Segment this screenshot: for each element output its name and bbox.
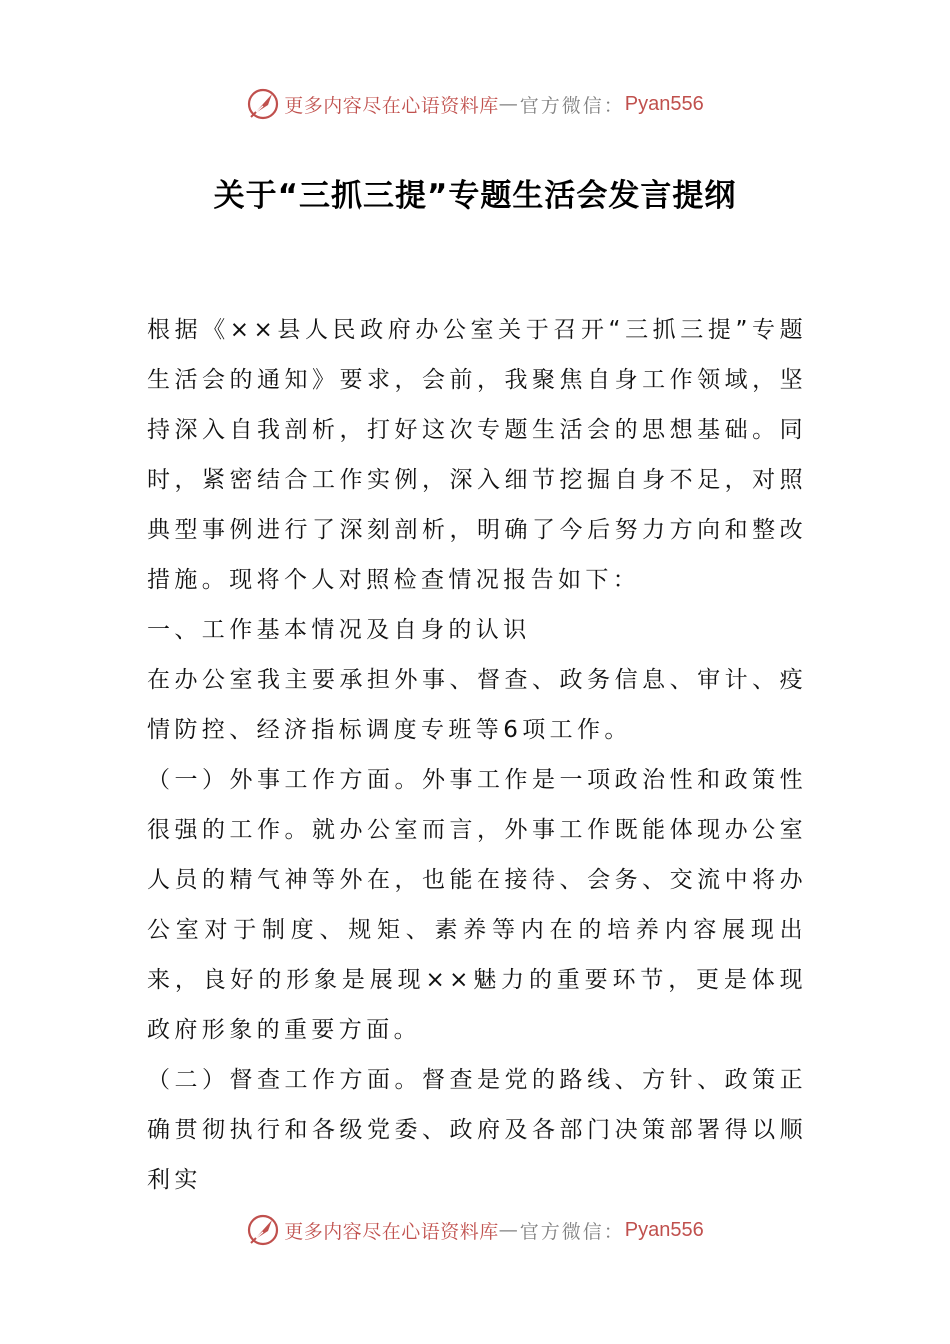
paragraph-duties: 在办公室我主要承担外事、督查、政务信息、审计、疫情防控、经济指标调度专班等6项工作。: [147, 667, 807, 743]
section-heading-1: 一、工作基本情况及自身的认识: [147, 617, 531, 643]
document-title: 关于“三抓三提”专题生活会发言提纲: [213, 178, 737, 214]
footer-wechat-label: 官方微信：: [519, 1220, 625, 1243]
footer-promo-text: 更多内容尽在心语资料库: [284, 1220, 499, 1243]
banner-dash: —: [498, 93, 520, 115]
footer-dash: —: [498, 1219, 520, 1241]
footer-wechat-id: Pyan556: [624, 1218, 704, 1241]
paragraph-supervision: （二）督查工作方面。督查是党的路线、方针、政策正确贯彻执行和各级党委、政府及各部门决策部署得以顺利实: [147, 1067, 807, 1193]
quill-logo-icon: [246, 1213, 280, 1247]
header-banner: [0, 84, 950, 124]
paragraph-intro: 根据《××县人民政府办公室关于召开“三抓三提”专题生活会的通知》要求，会前，我聚焦自身工作领域，坚持深入自我剖析，打好这次专题生活会的思想基础。同时，紧密结合工作实例，深入细节挖掘自身不足，对照典型事例进行了深刻剖析，明确了今后努力方向和整改措施。现将个人对照检查情况报告如下：: [147, 317, 807, 593]
footer-banner: [0, 1210, 950, 1250]
document-body: [147, 305, 807, 1205]
paragraph-foreign-affairs: （一）外事工作方面。外事工作是一项政治性和政策性很强的工作。就办公室而言，外事工作既能体现办公室人员的精气神等外在，也能在接待、会务、交流中将办公室对于制度、规矩、素养等内在的培养内容展现出来，良好的形象是展现××魅力的重要环节，更是体现政府形象的重要方面。: [147, 767, 807, 1043]
quill-logo-icon: [246, 87, 280, 121]
banner-promo-text: 更多内容尽在心语资料库: [284, 94, 499, 117]
banner-wechat-label: 官方微信：: [519, 94, 625, 117]
banner-wechat-id: Pyan556: [624, 92, 704, 115]
